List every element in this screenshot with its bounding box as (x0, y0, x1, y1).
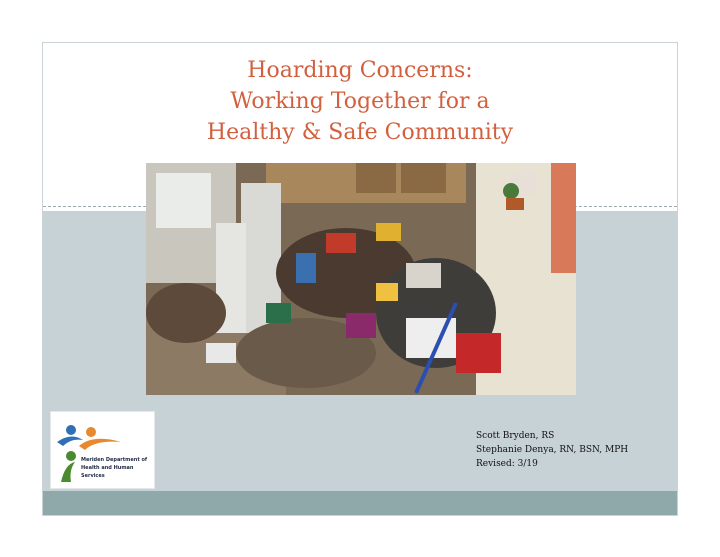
author-credits (476, 429, 628, 471)
logo-org-line-1: Meriden Department of (81, 457, 148, 463)
logo (50, 411, 155, 489)
slide-title (43, 55, 677, 148)
credit-line-2: Stephanie Denya, RN, BSN, MPH (476, 445, 629, 455)
logo-text (81, 456, 153, 480)
credit-line-1: Scott Bryden, RS (476, 431, 555, 441)
title-line-2: Working Together for a (230, 89, 490, 114)
title-line-1: Hoarding Concerns: (247, 58, 473, 83)
credit-line-3: Revised: 3/19 (476, 459, 538, 469)
footer-bar (43, 491, 677, 515)
cluttered-room-photo (146, 163, 576, 395)
logo-org-line-2: Health and Human Services (81, 465, 134, 479)
title-line-3: Healthy & Safe Community (206, 120, 514, 145)
slide (42, 42, 678, 516)
